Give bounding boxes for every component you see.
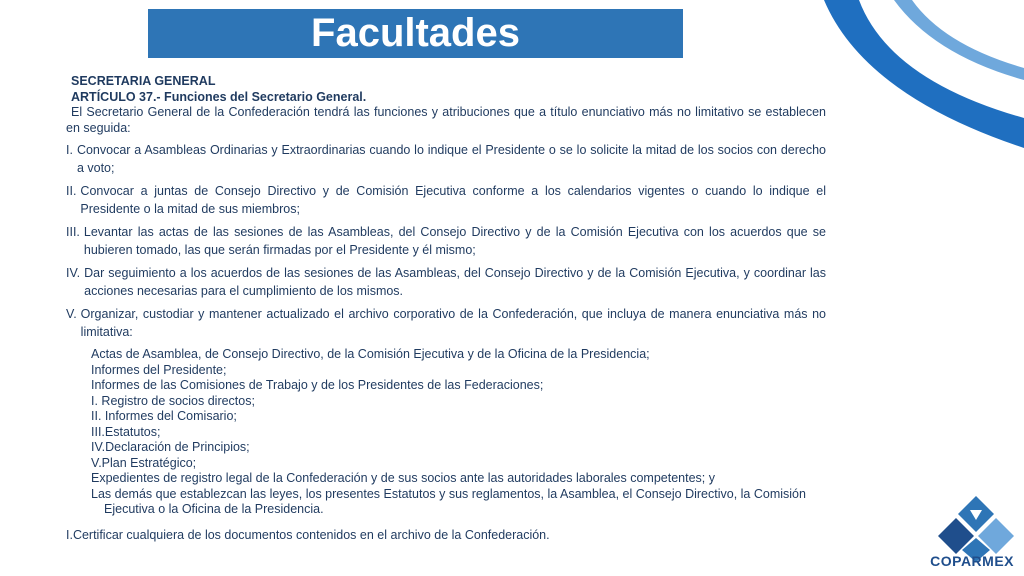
intro-paragraph: El Secretario General de la Confederación tendrá las funciones y atribuciones que a título enunciativo más no limitativo se establecen en seguida: (66, 105, 826, 135)
title-banner (148, 9, 683, 58)
sublist-item: V.Plan Estratégico; (91, 455, 197, 470)
item-text: Dar seguimiento a los acuerdos de las sesiones de las Asambleas, del Consejo Directivo y de la Comisión Ejecutiva, y coordinar las acciones necesarias para el cumplimiento de los mismos. (84, 266, 826, 298)
list-item (66, 223, 826, 259)
list-item (66, 305, 826, 341)
sublist-item: II. Informes del Comisario; (91, 409, 237, 423)
item-number: II. (66, 184, 77, 198)
sublist-item: Actas de Asamblea, de Consejo Directivo, de la Comisión Ejecutiva y de la Oficina de la Presidencia; (91, 347, 650, 361)
list-item (66, 264, 826, 300)
document-body (66, 74, 826, 543)
sublist-item: IV.Declaración de Principios; (91, 440, 250, 454)
sublist-item: III.Estatutos; (91, 424, 161, 439)
archive-sublist (66, 347, 826, 518)
sublist-item: Informes de las Comisiones de Trabajo y de los Presidentes de las Federaciones; (91, 378, 544, 392)
sublist-item: Informes del Presidente; (91, 362, 227, 377)
article-heading: ARTÍCULO 37.- Funciones del Secretario General. (71, 89, 367, 104)
item-text: Convocar a juntas de Consejo Directivo y de Comisión Ejecutiva conforme a los calendarios vigentes o cuando lo indique el Presidente o la mitad de sus miembros; (80, 184, 826, 216)
item-text: Organizar, custodiar y mantener actualizado el archivo corporativo de la Confederación, que incluya de manera enunciativa más no limitativa: (80, 307, 826, 339)
item-number: V. (66, 307, 77, 321)
item-text: Levantar las actas de las sesiones de las Asambleas, del Consejo Directivo y de la Comisión Ejecutiva con los acuerdos que se hubieren tomado, las que serán firmadas por el Presidente y él mismo; (83, 225, 826, 257)
sublist-item-continuation: Ejecutiva o la Oficina de la Presidencia. (104, 502, 324, 516)
list-item (66, 141, 826, 177)
logo-wordmark: COPARMEX (930, 553, 1014, 569)
item-number: III. (66, 225, 80, 239)
sublist-item: Las demás que establezcan las leyes, los presentes Estatutos y sus reglamentos, la Asamblea, el Consejo Directivo, la Comisión (91, 486, 806, 501)
section-heading: SECRETARIA GENERAL (71, 74, 216, 88)
item-text: Convocar a Asambleas Ordinarias y Extraordinarias cuando lo indique el Presidente o se lo solicite la mitad de los socios con derecho a voto; (76, 143, 826, 175)
final-item: I.Certificar cualquiera de los documentos contenidos en el archivo de la Confederación. (66, 527, 550, 542)
item-number: I. (66, 143, 73, 157)
item-number: IV. (66, 266, 81, 280)
sublist-item: Expedientes de registro legal de la Confederación y de sus socios ante las autoridades laborales competentes; y (91, 471, 715, 485)
page-title: Facultades (311, 11, 520, 55)
sublist-item: I. Registro de socios directos; (91, 393, 255, 408)
list-item (66, 182, 826, 218)
